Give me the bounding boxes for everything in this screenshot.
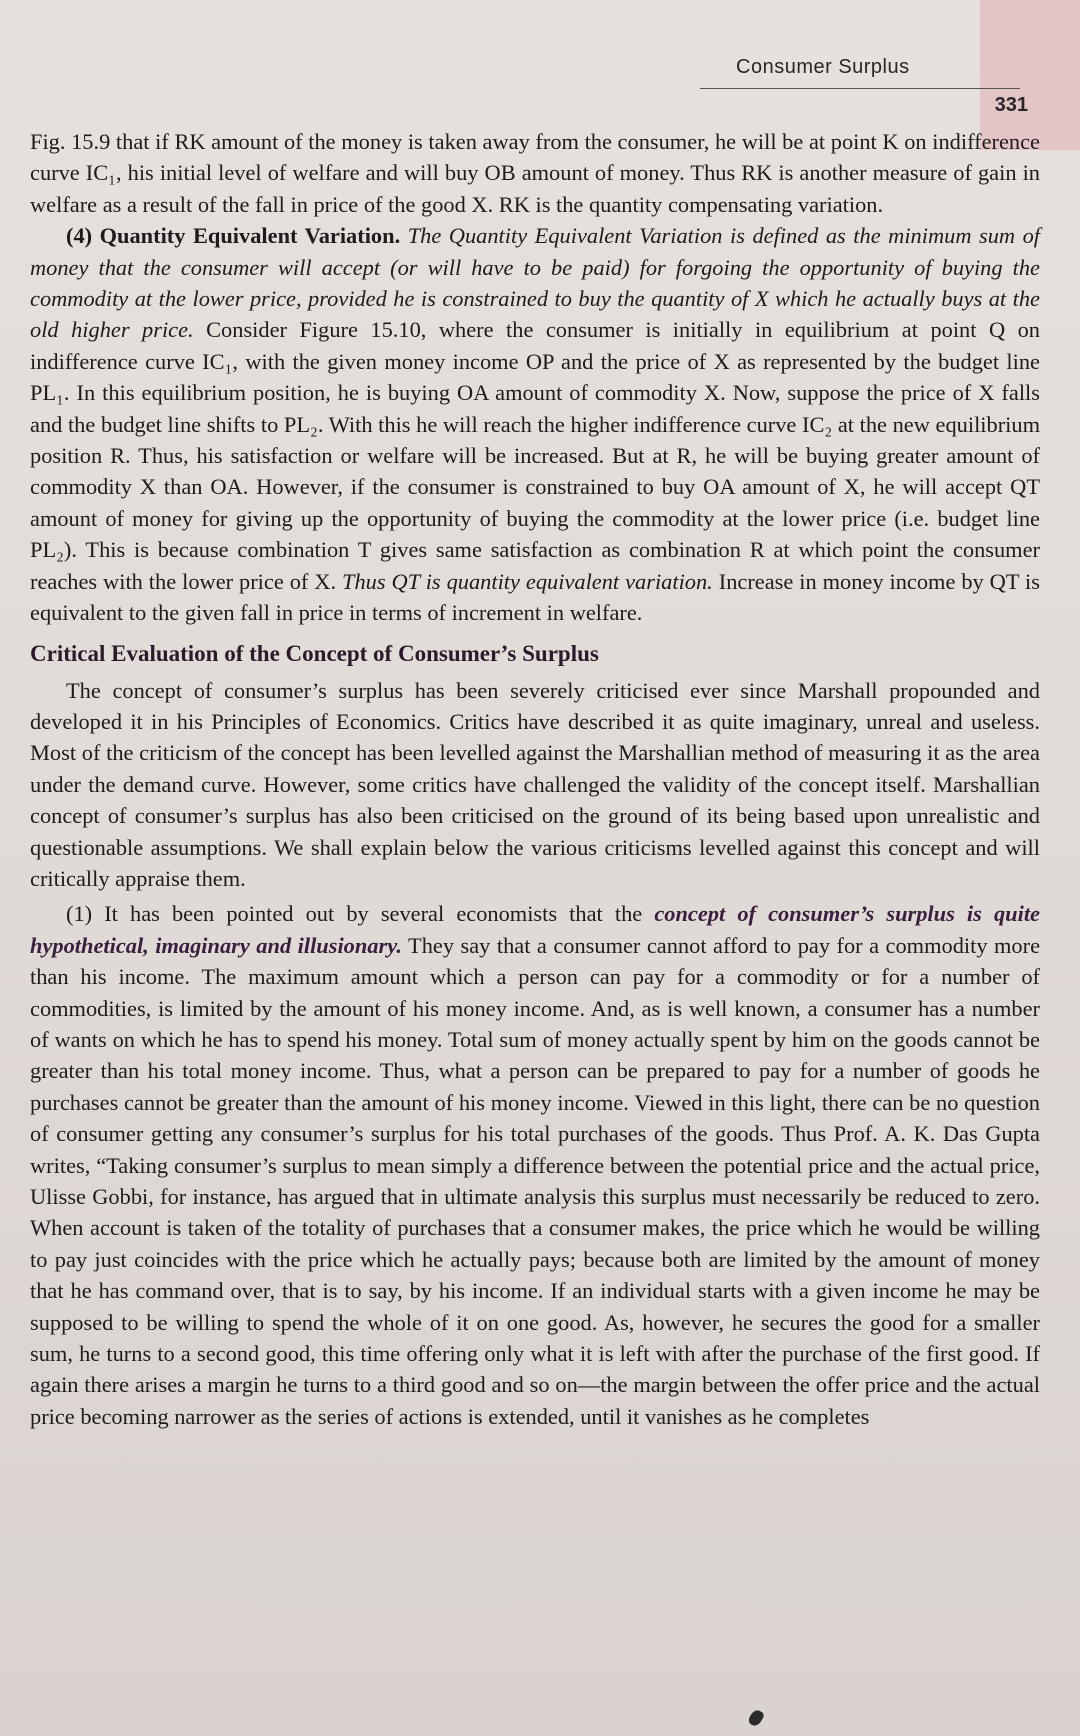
page-number: 331: [994, 94, 1028, 116]
emphasis-text: Thus QT is quantity equivalent variation.: [342, 568, 713, 594]
definition-text: The Quantity Equivalent Variation is defined as the minimum sum of money that the consumer will accept (or will have to be paid) for forgoing the opportunity of buying the commodity at the lower price, provided he is constrained to buy the quantity of X which he actually buys at the old higher price.: [30, 223, 1040, 343]
paragraph-text: They say that a consumer cannot afford to pay for a commodity more than his income. The maximum amount which a person can pay for a commodity or for a number of commodities, is limited by the amount of his money income. And, as is well known, a consumer has a number of wants on which he has to spend his money. Total sum of money actually spent by him on the goods cannot be greater than his total money income. Thus, what a person can be prepared to pay for a number of goods he purchases cannot be greater than the amount of his money income. Viewed in this light, there can be no question of consumer getting any consumer’s surplus for his total purchases of the goods. Thus Prof. A. K. Das Gupta writes, “Taking consumer’s surplus to mean simply a difference between the potential price and the actual price, Ulisse Gobbi, for instance, has argued that in ultimate analysis this surplus must necessarily be reduced to zero. When account is taken of the totality of purchases that a consumer makes, the price which he would be willing to pay just coincides with the price which he actually pays; because both are limited by the amount of money that he has command over, that is to say, by his income. If an individual starts with a given income he may be supposed to be willing to spend the whole of it on one good. As, however, he secures the good for a smaller sum, he turns to a second good, this time offering only what it is left with after the purchase of the first good. If again there arises a margin he turns to a third good and so on—the margin between the offer price and the actual price becoming narrower as the series of actions is extended, until it vanishes as he completes: [30, 932, 1041, 1429]
header-rule: [700, 88, 1020, 89]
running-head: Consumer Surplus: [736, 56, 910, 78]
paragraph-criticism-1: [30, 898, 1040, 1432]
inline-heading: (4) Quantity Equivalent Variation.: [66, 223, 401, 249]
body-text: [30, 126, 1040, 1432]
ink-smudge: [747, 1708, 765, 1728]
paragraph-lead: (1) It has been pointed out by several economists that the: [66, 901, 655, 927]
paragraph-text-end: Increase in money income by QT is equivalent to the given fall in price in terms of increment in welfare.: [30, 568, 1040, 626]
paragraph-continued: Fig. 15.9 that if RK amount of the money is taken away from the consumer, he will be at point K on indifference curve IC₁, his initial level of welfare and will buy OB amount of money. Thus RK is another measure of gain in welfare as a result of the fall in price of the good X. RK is the quantity compensating variation.: [30, 129, 1040, 217]
paragraph-text: Consider Figure 15.10, where the consumer is initially in equilibrium at point Q on indifference curve IC₁, with the given money income OP and the price of X as represented by the budget line PL₁. In this equilibrium position, he is buying OA amount of commodity X. Now, suppose the price of X falls and the budget line shifts to PL₂. With this he will reach the higher indifference curve IC₂ at the new equilibrium position R. Thus, his satisfaction or welfare will be increased. But at R, he will be buying greater amount of commodity X than OA. However, if the consumer is constrained to buy OA amount of X, he will accept QT amount of money for giving up the opportunity of buying the commodity at the lower price (i.e. budget line PL₂). This is because combination T gives same satisfaction as combination R at which point the consumer reaches with the lower price of X.: [30, 317, 1040, 594]
section-heading: Critical Evaluation of the Concept of Consumer’s Surplus: [30, 640, 599, 666]
emphasis-text: concept of consumer’s surplus is quite hypothetical, imaginary and illusionary.: [30, 901, 1040, 958]
paragraph-quantity-equivalent-variation: [30, 220, 1040, 628]
paragraph-critical-evaluation: The concept of consumer’s surplus has been severely criticised ever since Marshall propounded and developed it in his Principles of Economics. Critics have described it as quite imaginary, unreal and useless. Most of the criticism of the concept has been levelled against the Marshallian method of measuring it as the area under the demand curve. However, some critics have challenged the validity of the concept itself. Marshallian concept of consumer’s surplus has also been criticised on the ground of its being based upon unrealistic and questionable assumptions. We shall explain below the various criticisms levelled against this concept and will critically appraise them.: [30, 677, 1040, 891]
page-header: [700, 56, 1030, 126]
